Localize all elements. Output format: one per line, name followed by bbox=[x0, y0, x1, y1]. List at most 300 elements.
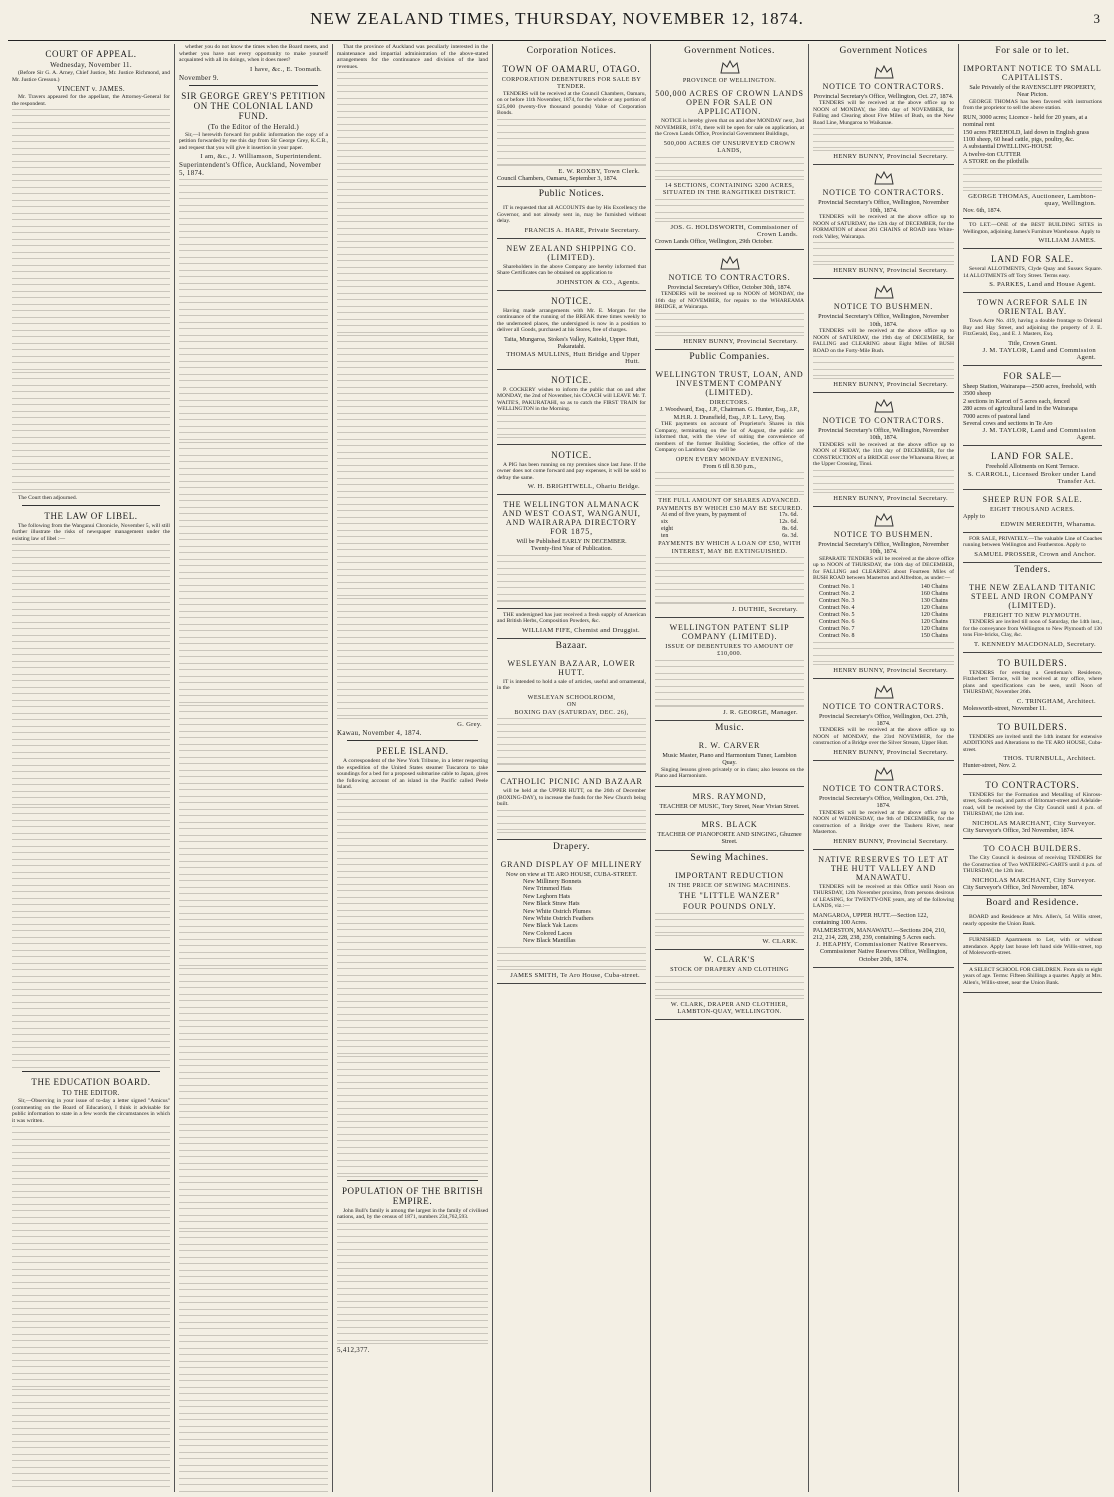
ad-capitalists-body bbox=[963, 168, 1102, 191]
ad-contractors-whiterock-head: NOTICE TO CONTRACTORS. bbox=[822, 188, 945, 198]
ad-oamaru-signature: E. W. ROXBY, Town Clerk. bbox=[558, 167, 640, 175]
ad-clark-signature: W. CLARK, DRAPER AND CLOTHIER, LAMBTON-QUAY, WELLINGTON. bbox=[670, 1000, 789, 1016]
list-item: 150 acres FREEHOLD, laid down in English grass bbox=[963, 128, 1090, 136]
education-body-text-2 bbox=[12, 1389, 170, 1492]
ad-shipping bbox=[497, 239, 646, 291]
ad-oamaru-lead: TENDERS will be received at the Council Chambers, Oamaru, on or before 11th November, 1874, for the whole or any portion of £25,000 (twenty-five thousand pounds) Value of Corporation Bonds. bbox=[497, 90, 647, 117]
education-lead: Sir,—Observing in your issue of to-day a letter signed "Amicus" (commenting on the Board of Education), I think it advisable for public information to state in a few words the circumstances in which it was written. bbox=[12, 1098, 170, 1124]
ad-wesleyan-on: ON bbox=[567, 701, 576, 709]
ad-coaches-signature: SAMUEL PROSSER, Crown and Anchor. bbox=[974, 550, 1096, 558]
ad-contractors-tauheru-office: Provincial Secretary's Office, Wellington, Oct. 27th, 1874. bbox=[818, 794, 949, 810]
ad-native-reserves-palmerston: PALMERSTON, MANAWATU.—Sections 204, 210, 212, 214, 228, 238, 239, containing 5 Acres each. bbox=[813, 926, 946, 941]
ad-coaches bbox=[963, 533, 1102, 563]
ad-contractors-whareama-lead: TENDERS will be received up to NOON of MONDAY, the 16th day of NOVEMBER, for repairs to the WHAREAMA BRIDGE, at Wairarapa. bbox=[655, 291, 804, 311]
columns bbox=[8, 44, 1106, 1492]
ad-select-school bbox=[963, 964, 1102, 994]
ad-sewing-sub: IN THE PRICE OF SEWING MACHINES. bbox=[668, 881, 791, 889]
list-item: 1100 sheep, 60 head cattle, pigs, poultry, &c. bbox=[963, 136, 1075, 144]
ad-sheep-run-signature: EDWIN MEREDITH, Wharama. bbox=[1000, 520, 1096, 528]
education-body-text bbox=[12, 1126, 170, 1387]
letter-signature: I have, &c., E. Toomath. bbox=[250, 65, 322, 73]
list-item: New Colored Laces bbox=[523, 929, 573, 937]
petition-body-text bbox=[179, 179, 328, 440]
ad-titanic-signature: T. KENNEDY MACDONALD, Secretary. bbox=[974, 640, 1096, 648]
ad-notice-mullins bbox=[497, 291, 646, 370]
divider bbox=[189, 85, 318, 86]
list-item: A STORE on the pilothills bbox=[963, 158, 1029, 166]
masthead-rule bbox=[8, 40, 1106, 41]
ad-catholic-body bbox=[497, 810, 646, 833]
masthead bbox=[0, 0, 1114, 38]
ad-titanic-head: THE NEW ZEALAND TITANIC STEEL AND IRON COMPANY (LIMITED). bbox=[969, 582, 1096, 610]
ad-wesleyan-lead: IT is intended to hold a sale of articles, useful and ornamental, in the bbox=[497, 678, 646, 692]
petition-body-text-4 bbox=[179, 968, 328, 1229]
ad-wesleyan bbox=[497, 654, 646, 772]
petition-continued-text-3 bbox=[337, 598, 488, 719]
ad-town-acre-head: TOWN ACREFOR SALE IN ORIENTAL BAY. bbox=[977, 298, 1088, 317]
ad-trust-loan-open: OPEN EVERY MONDAY EVENING, bbox=[675, 455, 784, 463]
ad-raymond bbox=[655, 787, 804, 815]
peele-title: PEELE ISLAND. bbox=[376, 746, 449, 756]
table-cell-amount: 6s. 3d. bbox=[782, 533, 798, 540]
ad-crown-lands-acres: 500,000 ACRES OF UNSURVEYED CROWN LANDS, bbox=[663, 139, 796, 155]
ad-notice-mullins-signature: THOMAS MULLINS, Hutt Bridge and Upper Hutt. bbox=[506, 350, 640, 365]
table-row bbox=[813, 584, 954, 591]
population-body-text bbox=[337, 1223, 488, 1344]
ad-land-sale-parkes-head: LAND FOR SALE. bbox=[991, 254, 1074, 265]
ad-trust-loan-directors: DIRECTORS. bbox=[709, 398, 750, 406]
ad-accounts-signature: FRANCIS A. HARE, Private Secretary. bbox=[524, 226, 640, 234]
royal-crest-icon bbox=[873, 398, 895, 414]
ad-contractors-tinui-office: Provincial Secretary's Office, Wellington, November 10th, 1874. bbox=[818, 427, 949, 442]
letter-continued: whether you do not know the times when the Board meets, and whether you have not every opportunity to make yourself acquainted with all its doings, when it does meet? bbox=[179, 44, 328, 63]
ad-almanack-year: Twenty-first Year of Publication. bbox=[530, 545, 613, 553]
royal-crest-icon bbox=[719, 255, 741, 271]
list-item: New Black Straw Hats bbox=[523, 900, 580, 908]
ad-oamaru-body bbox=[497, 119, 646, 166]
ad-apartments-lead: FURNISHED Apartments to Let, with or without attendance. Apply last house left hand side Willis-street, top of Molesworth-street. bbox=[963, 937, 1102, 957]
ad-contractors-whareama-head: NOTICE TO CONTRACTORS. bbox=[668, 272, 791, 282]
ad-bushmen-fortymile-lead: TENDERS will be received at the above office up to NOON of SATURDAY, the 19th day of DECEMBER, for FALLING and CLEARING about Eight Miles of BUSH ROAD on the Forty-Mile Bush. bbox=[813, 328, 954, 354]
libel-body-text-2 bbox=[12, 807, 170, 1068]
ad-select-school-lead: A SELECT SCHOOL FOR CHILDREN. From six to eight years of age. Terms: Fifteen Shillings a quarter. Apply at Mrs. Allen's, Willis-street, near the Union Bank. bbox=[963, 966, 1102, 986]
ad-contractors-whareama-body bbox=[655, 313, 804, 336]
ad-oamaru bbox=[497, 59, 646, 187]
ad-patent-slip-body bbox=[655, 660, 804, 707]
ad-herbs bbox=[497, 609, 646, 639]
ad-black-head: MRS. BLACK bbox=[701, 820, 758, 830]
column-4 bbox=[492, 44, 650, 1492]
petition-office: Superintendent's Office, Auckland, November 5, 1874. bbox=[179, 161, 322, 177]
contract-name: Contract No. 3 bbox=[819, 597, 855, 604]
table-row bbox=[813, 619, 954, 626]
contract-length: 140 Chains bbox=[920, 583, 948, 590]
court-date: Wednesday, November 11. bbox=[50, 61, 132, 69]
contract-name: Contract No. 8 bbox=[819, 632, 855, 639]
ad-sewing-wanzer: THE "LITTLE WANZER" bbox=[678, 891, 781, 901]
royal-crest-icon bbox=[873, 766, 895, 782]
ad-town-acre-lead: Town Acre No. 419, having a double frontage to Oriental Bay and Hay Street, and adjoining the property of J. E. FitzGerald, Esq., and E. J. Masters, Esq. bbox=[963, 318, 1102, 338]
ad-contractors-tinui bbox=[813, 393, 954, 507]
ad-land-sale-parkes-lead: Several ALLOTMENTS, Clyde Quay and Sussex Square. 14 ALLOTMENTS off Tory Street. Terms easy. bbox=[963, 266, 1102, 279]
court-title: COURT OF APPEAL. bbox=[45, 49, 137, 59]
ad-notice-mullins-lead: Having made arrangements with Mr. E. Morgan for the continuance of the running of the BREAK three times weekly to the undernoted places, the undersigned is now in a position to deliver all Goods, purchased at his Stores, free of charges. bbox=[497, 307, 646, 334]
list-item: New White Ostrich Plumes bbox=[523, 907, 591, 915]
ad-millinery bbox=[497, 855, 646, 984]
court-body-text bbox=[12, 109, 170, 370]
ad-land-sale-carroll-head: LAND FOR SALE. bbox=[991, 451, 1074, 462]
ad-oamaru-place: Council Chambers, Oamaru, September 3, 1874. bbox=[497, 174, 618, 182]
ad-coaches-lead: FOR SALE, PRIVATELY.—The valuable Line of Coaches running between Wellington and Featherston. Apply to bbox=[963, 535, 1102, 549]
ad-crown-lands-body-2 bbox=[655, 199, 804, 222]
ad-coach-builders bbox=[963, 839, 1102, 896]
court-case: VINCENT v. JAMES. bbox=[57, 85, 125, 93]
ad-bushmen-fortymile bbox=[813, 279, 954, 393]
petition-to: (To the Editor of the Herald.) bbox=[208, 122, 299, 131]
ad-trust-loan-body bbox=[655, 472, 804, 495]
ad-bushmen-alfredton-signature: HENRY BUNNY, Provincial Secretary. bbox=[833, 666, 948, 674]
ad-notice-pig-signature: W. H. BRIGHTWELL, Ohariu Bridge. bbox=[527, 483, 640, 491]
table-row bbox=[813, 612, 954, 619]
table-cell-amount: 12s. 6d. bbox=[779, 519, 798, 526]
ad-sewing-price: FOUR POUNDS ONLY. bbox=[682, 902, 777, 912]
ad-trust-loan-extinguished: PAYMENTS BY WHICH A LOAN OF £50, WITH INTEREST, MAY BE EXTINGUISHED. bbox=[658, 540, 801, 555]
ad-native-reserves-place: Commissioner Native Reserves Office, Wellington, October 20th, 1874. bbox=[819, 948, 948, 963]
ad-notice-cockery-head: NOTICE. bbox=[551, 374, 592, 385]
ad-bushmen-fortymile-body bbox=[813, 356, 954, 379]
ad-millinery-head: GRAND DISPLAY OF MILLINERY bbox=[500, 859, 643, 869]
contract-name: Contract No. 7 bbox=[819, 625, 855, 632]
ad-carver-sub: Music Master, Piano and Harmonium Tuner, Lambton Quay. bbox=[662, 751, 797, 767]
ad-builders-tringham bbox=[963, 653, 1102, 717]
ad-notice-mullins-places: Taita, Mungaroa, Stokes's Valley, Kaitoki, Upper Hutt, Pakaratahi. bbox=[503, 335, 640, 351]
ad-sewing-signature: W. CLARK. bbox=[762, 938, 798, 946]
ad-notice-cockery bbox=[497, 370, 646, 445]
petition-place: Kawau, November 4, 1874. bbox=[337, 729, 422, 737]
list-item: New White Ostrich Feathers bbox=[523, 915, 594, 922]
section-corporation-notices: Corporation Notices. bbox=[526, 46, 617, 56]
ad-shipping-signature: JOHNSTON & CO., Agents. bbox=[556, 278, 640, 286]
ad-town-acre bbox=[963, 293, 1102, 366]
ad-bushmen-alfredton-lead: SEPARATE TENDERS will be received at the above office up to NOON of THURSDAY, the 10th day of DECEMBER, for FALLING and CLEARING about Fourteen Miles of BUSH ROAD between Masterton and Alfredton, as under:— bbox=[813, 555, 954, 582]
table-row bbox=[813, 626, 954, 633]
ad-bushmen-alfredton-body bbox=[813, 642, 954, 665]
ad-contractors-whiterock-lead: TENDERS will be received at the above office up to NOON of SATURDAY, the 12th day of DECEMBER, for the FORMATION of about 261 CHAINS of ROAD into White-rock Valley, Wairarapa. bbox=[813, 214, 954, 240]
ad-contractors-kinross-signature: NICHOLAS MARCHANT, City Surveyor. bbox=[972, 819, 1096, 827]
ad-clark-body bbox=[655, 976, 804, 999]
ad-titanic bbox=[963, 578, 1102, 653]
ad-builders-turnbull-lead: TENDERS are invited until the 14th instant for extensive ADDITIONS and Alterations to the TE ARO HOUSE, Cuba-street. bbox=[963, 733, 1102, 753]
ad-contractors-tinui-signature: HENRY BUNNY, Provincial Secretary. bbox=[833, 494, 948, 502]
ad-contractors-silverstream-lead: TENDERS will be received at the above office up to NOON of MONDAY, the 23rd NOVEMBER, for the construction of a Bridge over the Silver Stream, Upper Hutt. bbox=[813, 727, 954, 747]
ad-for-sale-taylor-signature: J. M. TAYLOR, Land and Commission Agent. bbox=[982, 427, 1096, 442]
peele-body-text bbox=[337, 793, 488, 1054]
ad-contractors-kinross-head: TO CONTRACTORS. bbox=[985, 779, 1080, 790]
ad-crown-lands-body bbox=[655, 157, 804, 180]
petition-continued-text-2 bbox=[337, 335, 488, 596]
contract-length: 120 Chains bbox=[920, 625, 948, 632]
ad-millinery-list bbox=[497, 878, 646, 945]
ad-contractors-tinui-lead: TENDERS will be received at the above office up to NOON of FRIDAY, the 11th day of DECEMBER, for the CONSTRUCTION of a BRIDGE over the Whareama River, at the Upper Crossing, Tinui. bbox=[813, 441, 954, 468]
ad-capitalists-lead: GEORGE THOMAS has been favored with instructions from the proprietor to sell the above station. bbox=[963, 98, 1102, 112]
list-item: RUN, 3000 acres; Licence - held for 20 years, at a nominal rent bbox=[963, 113, 1088, 129]
ad-for-sale-taylor bbox=[963, 366, 1102, 446]
petition-grey-signature: G. Grey. bbox=[457, 721, 482, 728]
table-row bbox=[655, 526, 804, 533]
ad-black bbox=[655, 815, 804, 851]
ad-capitalists-head: IMPORTANT NOTICE TO SMALL CAPITALISTS. bbox=[963, 64, 1102, 82]
ad-black-sub: TEACHER OF PIANOFORTE AND SINGING, Ghuznee Street. bbox=[657, 831, 802, 846]
population-title: POPULATION OF THE BRITISH EMPIRE. bbox=[341, 1185, 484, 1206]
ad-patent-slip-signature: J. R. GEORGE, Manager. bbox=[723, 708, 798, 716]
section-government-notices: Government Notices. bbox=[684, 46, 775, 56]
ad-notice-pig-head: NOTICE. bbox=[551, 449, 592, 460]
petition-continued-text bbox=[337, 72, 488, 333]
section-drapery: Drapery. bbox=[553, 841, 590, 852]
ad-sewing-body bbox=[655, 913, 804, 936]
ad-builders-turnbull bbox=[963, 717, 1102, 775]
divider bbox=[347, 1180, 478, 1181]
ad-land-sale-carroll bbox=[963, 446, 1102, 489]
royal-crest-icon bbox=[719, 59, 741, 75]
divider bbox=[22, 1071, 160, 1072]
ad-trust-loan-signature: J. DUTHIE, Secretary. bbox=[731, 606, 798, 613]
ad-carver-lead: Singing lessons given privately or in class; also lessons on the Piano and Harmonium. bbox=[655, 766, 804, 780]
court-lead: Mr. Travers appeared for the appellant, the Attorney-General for the respondent. bbox=[12, 94, 170, 107]
ad-clark bbox=[655, 950, 804, 1020]
list-item: New Black Yak Laces bbox=[523, 922, 578, 930]
ad-capitalists-sub: Sale Privately of the RAVENSCLIFF PROPERTY, Near Picton. bbox=[969, 84, 1096, 99]
population-final: 5,412,377. bbox=[337, 1345, 370, 1354]
ad-sewing bbox=[655, 866, 804, 950]
ad-catholic-lead: will be held at the UPPER HUTT, on the 26th of December (BOXING-DAY), to increase the funds for the New Church being built. bbox=[497, 788, 646, 808]
contract-length: 120 Chains bbox=[920, 618, 948, 625]
page-number: 3 bbox=[1093, 11, 1100, 26]
ad-almanack-sub: Will be Published EARLY IN DECEMBER. bbox=[516, 538, 627, 546]
ad-wesleyan-body bbox=[497, 718, 646, 765]
table-cell-term: ten bbox=[661, 533, 669, 540]
ad-bushmen-alfredton-head: NOTICE TO BUSHMEN. bbox=[833, 529, 934, 539]
contract-length: 120 Chains bbox=[920, 604, 948, 611]
ad-crown-lands bbox=[655, 84, 804, 250]
ad-native-reserves-lead: TENDERS will be received at this Office until Noon on THURSDAY, 12th November proximo, from persons desirous of LEASING, for TWENTY-ONE years, any of the following LANDS, viz.:— bbox=[813, 883, 954, 910]
ad-bushmen-fortymile-signature: HENRY BUNNY, Provincial Secretary. bbox=[833, 381, 948, 389]
column-6 bbox=[808, 44, 958, 1492]
ad-crown-lands-sections: 14 SECTIONS, CONTAINING 3200 ACRES, SITUATED IN THE RANGITIKEI DISTRICT. bbox=[662, 181, 797, 197]
list-item: Several cows and sections in Te Aro bbox=[963, 420, 1053, 427]
ad-shipping-lead: Shareholders in the above Company are hereby informed that Share Certificates can be obtained on application to bbox=[497, 263, 646, 277]
ad-raymond-sub: TEACHER OF MUSIC, Tory Street, Near Vivian Street. bbox=[659, 802, 800, 810]
ad-coach-builders-signature: NICHOLAS MARCHANT, City Surveyor. bbox=[972, 876, 1096, 884]
ad-land-sale-parkes-signature: S. PARKES, Land and House Agent. bbox=[989, 281, 1096, 289]
table-row bbox=[655, 519, 804, 526]
ad-land-sale-carroll-signature: S. CARROLL, Licensed Broker under Land Transfer Act. bbox=[967, 470, 1096, 485]
ad-notice-mullins-head: NOTICE. bbox=[551, 295, 592, 306]
ad-trust-loan-payments-head: PAYMENTS BY WHICH £30 MAY BE SECURED. bbox=[656, 504, 803, 512]
ad-sheep-run-head: SHEEP RUN FOR SALE. bbox=[982, 494, 1083, 504]
ad-notice-cockery-lead: P. COCKERY wishes to inform the public that on and after MONDAY, the 2nd of November, his COACH will LEAVE Mr. T. WAITE'S, PAKURATAHI, so as to catch the FIRST TRAIN for WELLINGTON in the Morning. bbox=[497, 386, 646, 413]
education-to: TO THE EDITOR. bbox=[62, 1089, 120, 1097]
list-item: New Millinery Bonnets bbox=[523, 877, 582, 885]
ad-catholic bbox=[497, 772, 646, 840]
ad-trust-loan-shares: THE FULL AMOUNT OF SHARES ADVANCED. bbox=[658, 497, 801, 505]
section-music: Music. bbox=[714, 722, 745, 733]
table-row bbox=[813, 605, 954, 612]
peele-lead: A correspondent of the New York Tribune, in a letter respecting the expedition of the United States steamer Tuscarora to take soundings for a bed for a proposed submarine cable to Japan, gives the following account of an island in the Pacific called Peele Island. bbox=[337, 758, 488, 790]
ad-contractors-whiterock-body bbox=[813, 242, 954, 265]
ad-crown-lands-place: Crown Lands Office, Wellington, 29th October. bbox=[655, 237, 773, 245]
section-public-notices: Public Notices. bbox=[538, 189, 605, 200]
section-tenders: Tenders. bbox=[1014, 564, 1051, 575]
ad-contractors-silverstream bbox=[813, 679, 954, 761]
petition-continued: That the province of Auckland was peculiarly interested in the maintenance and impartial administration of the above-stated arrangements for the continuance and division of the land revenues. bbox=[337, 44, 488, 70]
list-item: 7000 acres of pastoral land bbox=[963, 412, 1030, 420]
ad-trust-loan-names: J. Woodward, Esq., J.P., Chairman. G. Hunter, Esq., J.P., M.H.R. J. Dransfield, Esq., J.P. L. Levy, Esq. bbox=[659, 406, 800, 421]
ad-contractors-whareama-office: Provincial Secretary's Office, October 30th, 1874. bbox=[667, 283, 792, 291]
ad-millinery-signature: JAMES SMITH, Te Aro House, Cuba-street. bbox=[510, 971, 640, 979]
table-row bbox=[813, 598, 954, 605]
ad-raymond-head: MRS. RAYMOND, bbox=[692, 791, 767, 801]
ad-millinery-sub: Now on view at TE ARO HOUSE, CUBA-STREET. bbox=[506, 870, 637, 878]
table-cell-term: eight bbox=[661, 526, 673, 533]
ad-catholic-head: CATHOLIC PICNIC AND BAZAAR bbox=[500, 777, 643, 787]
ad-tolet-signature: WILLIAM JAMES. bbox=[1038, 237, 1096, 245]
ad-contractors-mungaroa-lead: TENDERS will be received at the above office up to NOON of MONDAY, the 30th day of NOVEMBER, for Falling and Clearing about Five Miles of Bush, on the New Road Line, Mungaroa to Waikanae. bbox=[813, 100, 954, 126]
ad-sewing-head: IMPORTANT REDUCTION bbox=[675, 870, 784, 880]
ad-crown-lands-lead: NOTICE is hereby given that on and after MONDAY next, 2nd NOVEMBER, 1874, there will be open for sale on application, at the Crown Lands Office, Provincial Government Buildings, bbox=[655, 118, 804, 138]
ad-coach-builders-lead: The City Council is desirous of receiving TENDERS for the Construction of Two WATERING-CARTS until 4 p.m. of THURSDAY, the 12th inst. bbox=[963, 855, 1102, 875]
ad-contractors-tinui-head: NOTICE TO CONTRACTORS. bbox=[822, 416, 945, 426]
section-board-residence: Board and Residence. bbox=[985, 898, 1080, 909]
ad-herbs-lead: THE undersigned has just received a fresh supply of American and British Herbs, Composition Powders, &c. bbox=[497, 611, 646, 625]
ad-capitalists-date: Nov. 6th, 1874. bbox=[963, 206, 1002, 214]
ad-contractors-mungaroa-signature: HENRY BUNNY, Provincial Secretary. bbox=[833, 153, 948, 161]
section-sewing-machines: Sewing Machines. bbox=[690, 852, 769, 863]
libel-lead: The following from the Wanganui Chronicle, November 5, will still further illustrate the risks of newspaper management under the existing law of libel :— bbox=[12, 522, 170, 542]
ad-native-reserves-head: NATIVE RESERVES TO LET AT THE HUTT VALLEY AND MANAWATU. bbox=[818, 854, 949, 882]
contract-name: Contract No. 1 bbox=[819, 583, 855, 590]
section-bazaar: Bazaar. bbox=[555, 640, 588, 651]
ad-contractors-kinross bbox=[963, 775, 1102, 839]
column-1 bbox=[8, 44, 174, 1492]
ad-trust-loan-hours: From 6 till 8.30 p.m., bbox=[703, 462, 756, 470]
table-row bbox=[813, 633, 954, 640]
ad-bushmen-alfredton-office: Provincial Secretary's Office, Wellington, November 10th, 1874. bbox=[818, 540, 949, 556]
ad-trust-loan-lead: THE payments on account of Proprietor's Shares in this Company, terminating on the 1st of August, the public are informed that, with the view of suiting the convenience of members of the former Building Societies, the office of the Company on Lambton Quay will be bbox=[655, 421, 804, 454]
ad-trust-loan bbox=[655, 365, 804, 618]
ad-contractors-silverstream-office: Provincial Secretary's Office, Wellington, Oct. 27th, 1874. bbox=[818, 712, 949, 728]
table-cell-term: At end of five years, by payment of bbox=[661, 512, 747, 519]
ad-native-reserves-area: MANGAROA, UPPER HUTT.—Section 122, containing 100 Acres. bbox=[813, 911, 929, 927]
ad-contractors-mungaroa bbox=[813, 59, 954, 165]
ad-contractors-mungaroa-office: Provincial Secretary's Office, Wellington, Oct. 27, 1874. bbox=[813, 93, 954, 100]
royal-crest-icon bbox=[873, 684, 895, 700]
ad-millinery-body bbox=[497, 947, 646, 970]
contract-name: Contract No. 5 bbox=[819, 611, 855, 618]
ad-contractors-whiterock bbox=[813, 165, 954, 279]
ad-wesleyan-date: BOXING DAY (SATURDAY, DEC. 26), bbox=[514, 708, 629, 716]
ad-crown-lands-signature: JOS. G. HOLDSWORTH, Commissioner of Crown Lands. bbox=[670, 223, 798, 238]
table-cell-term: six bbox=[661, 519, 669, 526]
royal-crest-icon bbox=[873, 512, 895, 528]
ad-almanack-head: THE WELLINGTON ALMANACK AND WEST COAST, WANGANUI, AND WAIRARAPA DIRECTORY FOR 1875, bbox=[502, 500, 641, 537]
ad-crown-lands-head: 500,000 ACRES OF CROWN LANDS OPEN FOR SALE ON APPLICATION. bbox=[655, 89, 804, 117]
ad-carver bbox=[655, 736, 804, 787]
petition-body-text-2 bbox=[179, 442, 328, 703]
column-3 bbox=[332, 44, 492, 1492]
ad-builders-tringham-place: Molesworth-street, November 11. bbox=[963, 704, 1047, 712]
court-bench: (Before Sir G. A. Arney, Chief Justice, Mr. Justice Richmond, and Mr. Justice Gresson.) bbox=[12, 70, 170, 83]
ad-contractors-whareama-signature: HENRY BUNNY, Provincial Secretary. bbox=[683, 337, 798, 345]
ad-tolet-lead: TO LET.—ONE of the BEST BUILDING SITES in Wellington, adjoining James's Furniture Warehouse. Apply to bbox=[963, 222, 1102, 235]
ad-builders-turnbull-signature: THOS. TURNBULL, Architect. bbox=[1003, 755, 1096, 763]
divider bbox=[22, 505, 160, 506]
table-cell-amount: 17s. 6d. bbox=[779, 512, 798, 519]
ad-contractors-whareama bbox=[655, 250, 804, 350]
ad-contractors-tauheru-head: NOTICE TO CONTRACTORS. bbox=[822, 783, 945, 793]
masthead-title: NEW ZEALAND TIMES, THURSDAY, NOVEMBER 12, 1874. bbox=[310, 9, 804, 28]
ad-wesleyan-place: WESLEYAN SCHOOLROOM, bbox=[527, 693, 616, 701]
ad-herbs-signature: WILLIAM FIFE, Chemist and Druggist. bbox=[522, 626, 640, 634]
contract-length: 120 Chains bbox=[920, 611, 948, 618]
libel-title: THE LAW OF LIBEL. bbox=[44, 510, 138, 521]
ad-builders-tringham-signature: C. TRINGHAM, Architect. bbox=[1016, 697, 1096, 705]
column-5 bbox=[650, 44, 808, 1492]
ad-apartments bbox=[963, 934, 1102, 964]
list-item: New Leghorn Hats bbox=[523, 892, 571, 900]
ad-capitalists-signature: GEORGE THOMAS, Auctioneer, Lambton-quay, Wellington. bbox=[968, 192, 1096, 207]
ad-bushmen-alfredton bbox=[813, 507, 954, 679]
ad-contractors-silverstream-signature: HENRY BUNNY, Provincial Secretary. bbox=[833, 748, 948, 756]
contract-name: Contract No. 4 bbox=[819, 604, 855, 611]
ad-coach-builders-head: TO COACH BUILDERS. bbox=[983, 844, 1082, 854]
list-item: 2 sections in Karori of 5 acres each, fenced bbox=[963, 397, 1070, 405]
ad-tolet bbox=[963, 219, 1102, 249]
ad-land-sale-carroll-lead: Freehold Allotments on Kent Terrace. bbox=[985, 463, 1080, 471]
petition-title: SIR GEORGE GREY'S PETITION ON THE COLONIAL LAND FUND. bbox=[181, 90, 326, 121]
education-title: THE EDUCATION BOARD. bbox=[31, 1077, 151, 1087]
ad-carver-head: R. W. CARVER bbox=[698, 740, 761, 750]
ad-sheep-run-sub: EIGHT THOUSAND ACRES. bbox=[989, 505, 1075, 513]
ad-contractors-tauheru bbox=[813, 761, 954, 850]
population-lead: John Bull's family is among the largest in the family of civilised nations, and, by the census of 1871, numbers 234,762,593. bbox=[337, 1207, 488, 1220]
ad-contractors-whiterock-signature: HENRY BUNNY, Provincial Secretary. bbox=[833, 267, 948, 275]
ad-contractors-silverstream-head: NOTICE TO CONTRACTORS. bbox=[822, 701, 945, 711]
petition-body-text-3 bbox=[179, 705, 328, 966]
ad-native-reserves-signature: J. HEAPHY, Commissioner Native Reserves. bbox=[816, 941, 948, 949]
ad-oamaru-sub: CORPORATION DEBENTURES FOR SALE BY TENDER. bbox=[501, 76, 642, 91]
list-item: New Trimmed Hats bbox=[523, 885, 572, 893]
ad-contractors-kinross-place: City Surveyor's Office, 3rd November, 1874. bbox=[963, 826, 1075, 834]
ad-contractors-mungaroa-head: NOTICE TO CONTRACTORS. bbox=[822, 82, 945, 91]
table-cell-amount: 8s. 6d. bbox=[782, 526, 798, 533]
section-public-companies: Public Companies. bbox=[689, 351, 770, 362]
ad-capitalists bbox=[963, 59, 1102, 219]
contract-name: Contract No. 6 bbox=[819, 618, 855, 625]
ad-bushmen-fortymile-head: NOTICE TO BUSHMEN. bbox=[833, 302, 934, 312]
province-title: PROVINCE OF WELLINGTON. bbox=[682, 77, 777, 84]
ad-builders-tringham-head: TO BUILDERS. bbox=[997, 657, 1068, 668]
ad-sheep-run-apply: Apply to bbox=[963, 513, 985, 521]
ad-trust-loan-head: WELLINGTON TRUST, LOAN, AND INVESTMENT COMPANY (LIMITED). bbox=[655, 369, 804, 397]
ad-town-acre-signature: J. M. TAYLOR, Land and Commission Agent. bbox=[982, 346, 1096, 361]
ad-shipping-head: NEW ZEALAND SHIPPING CO. (LIMITED). bbox=[506, 243, 637, 262]
ad-builders-tringham-lead: TENDERS for erecting a Gentleman's Residence, Fitzherbert Terrace, will be received at my office, where plans and specifications can be seen, until Noon of THURSDAY, November 26th. bbox=[963, 669, 1102, 696]
ad-sheep-run bbox=[963, 490, 1102, 533]
court-body-text-2 bbox=[12, 372, 170, 493]
ad-notice-pig-lead: A PIG has been running on my premises since last June. If the owner does not come forward and pay expenses, it will be sold to defray the same. bbox=[497, 461, 646, 481]
ad-patent-slip-head: WELLINGTON PATENT SLIP COMPANY (LIMITED). bbox=[669, 623, 790, 641]
